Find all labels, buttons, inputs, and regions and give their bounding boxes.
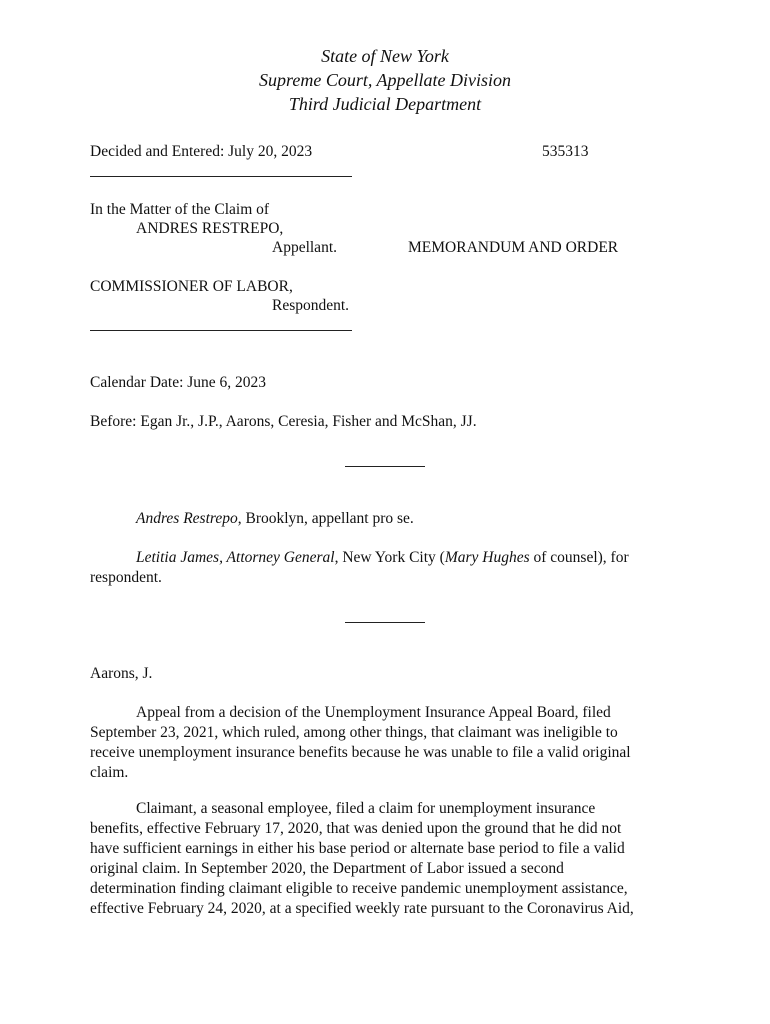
respondent-counsel-line2: respondent. bbox=[90, 569, 162, 586]
appellant-counsel bbox=[136, 509, 414, 529]
respondent-label: Respondent. bbox=[272, 297, 350, 314]
paragraph-line: have sufficient earnings in either his base period or alternate base period to file a valid bbox=[90, 840, 625, 857]
docket-number: 535313 bbox=[542, 143, 589, 160]
respondent-counsel-city: , New York City ( bbox=[334, 549, 445, 566]
opinion-author: Aarons, J. bbox=[90, 665, 153, 682]
separator-rule-1 bbox=[345, 466, 425, 467]
claimant-name: ANDRES RESTREPO, bbox=[136, 220, 284, 237]
header-department: Third Judicial Department bbox=[288, 94, 482, 114]
paragraph-line: receive unemployment insurance benefits because he was unable to file a valid original bbox=[90, 744, 631, 761]
separator-rule-2 bbox=[345, 622, 425, 623]
respondent-name: COMMISSIONER OF LABOR, bbox=[90, 278, 293, 295]
panel-judges: Before: Egan Jr., J.P., Aarons, Ceresia, Fisher and McShan, JJ. bbox=[90, 413, 477, 430]
paragraph-line: Claimant, a seasonal employee, filed a claim for unemployment insurance bbox=[136, 800, 596, 817]
respondent-counsel bbox=[136, 548, 629, 568]
appellant-counsel-name: Andres Restrepo bbox=[136, 510, 238, 527]
header-court: Supreme Court, Appellate Division bbox=[259, 70, 511, 90]
paragraph-line: benefits, effective February 17, 2020, that was denied upon the ground that he did not bbox=[90, 820, 622, 837]
opinion-paragraph-2 bbox=[90, 799, 670, 919]
appellant-counsel-detail: , Brooklyn, appellant pro se. bbox=[237, 510, 414, 527]
calendar-date: Calendar Date: June 6, 2023 bbox=[90, 374, 267, 391]
paragraph-line: claim. bbox=[90, 764, 129, 781]
caption-bottom-rule bbox=[90, 330, 352, 331]
opinion-paragraph-1 bbox=[90, 703, 670, 783]
decided-date: Decided and Entered: July 20, 2023 bbox=[90, 143, 313, 160]
matter-line: In the Matter of the Claim of bbox=[90, 201, 270, 218]
paragraph-line: original claim. In September 2020, the Department of Labor issued a second bbox=[90, 860, 564, 877]
paragraph-line: effective February 24, 2020, at a specified weekly rate pursuant to the Coronavirus Aid, bbox=[90, 900, 634, 917]
respondent-counsel-end: of counsel), for bbox=[529, 549, 629, 566]
paragraph-line: determination finding claimant eligible to receive pandemic unemployment assistance, bbox=[90, 880, 628, 897]
respondent-of-counsel: Mary Hughes bbox=[444, 549, 530, 566]
respondent-counsel-name: Letitia James, Attorney General bbox=[136, 549, 335, 566]
document-type: MEMORANDUM AND ORDER bbox=[408, 239, 619, 256]
appellant-label: Appellant. bbox=[272, 239, 337, 256]
header-state: State of New York bbox=[321, 46, 449, 66]
paragraph-line: September 23, 2021, which ruled, among other things, that claimant was ineligible to bbox=[90, 724, 618, 741]
caption-top-rule bbox=[90, 176, 352, 177]
paragraph-line: Appeal from a decision of the Unemployment Insurance Appeal Board, filed bbox=[136, 704, 611, 721]
